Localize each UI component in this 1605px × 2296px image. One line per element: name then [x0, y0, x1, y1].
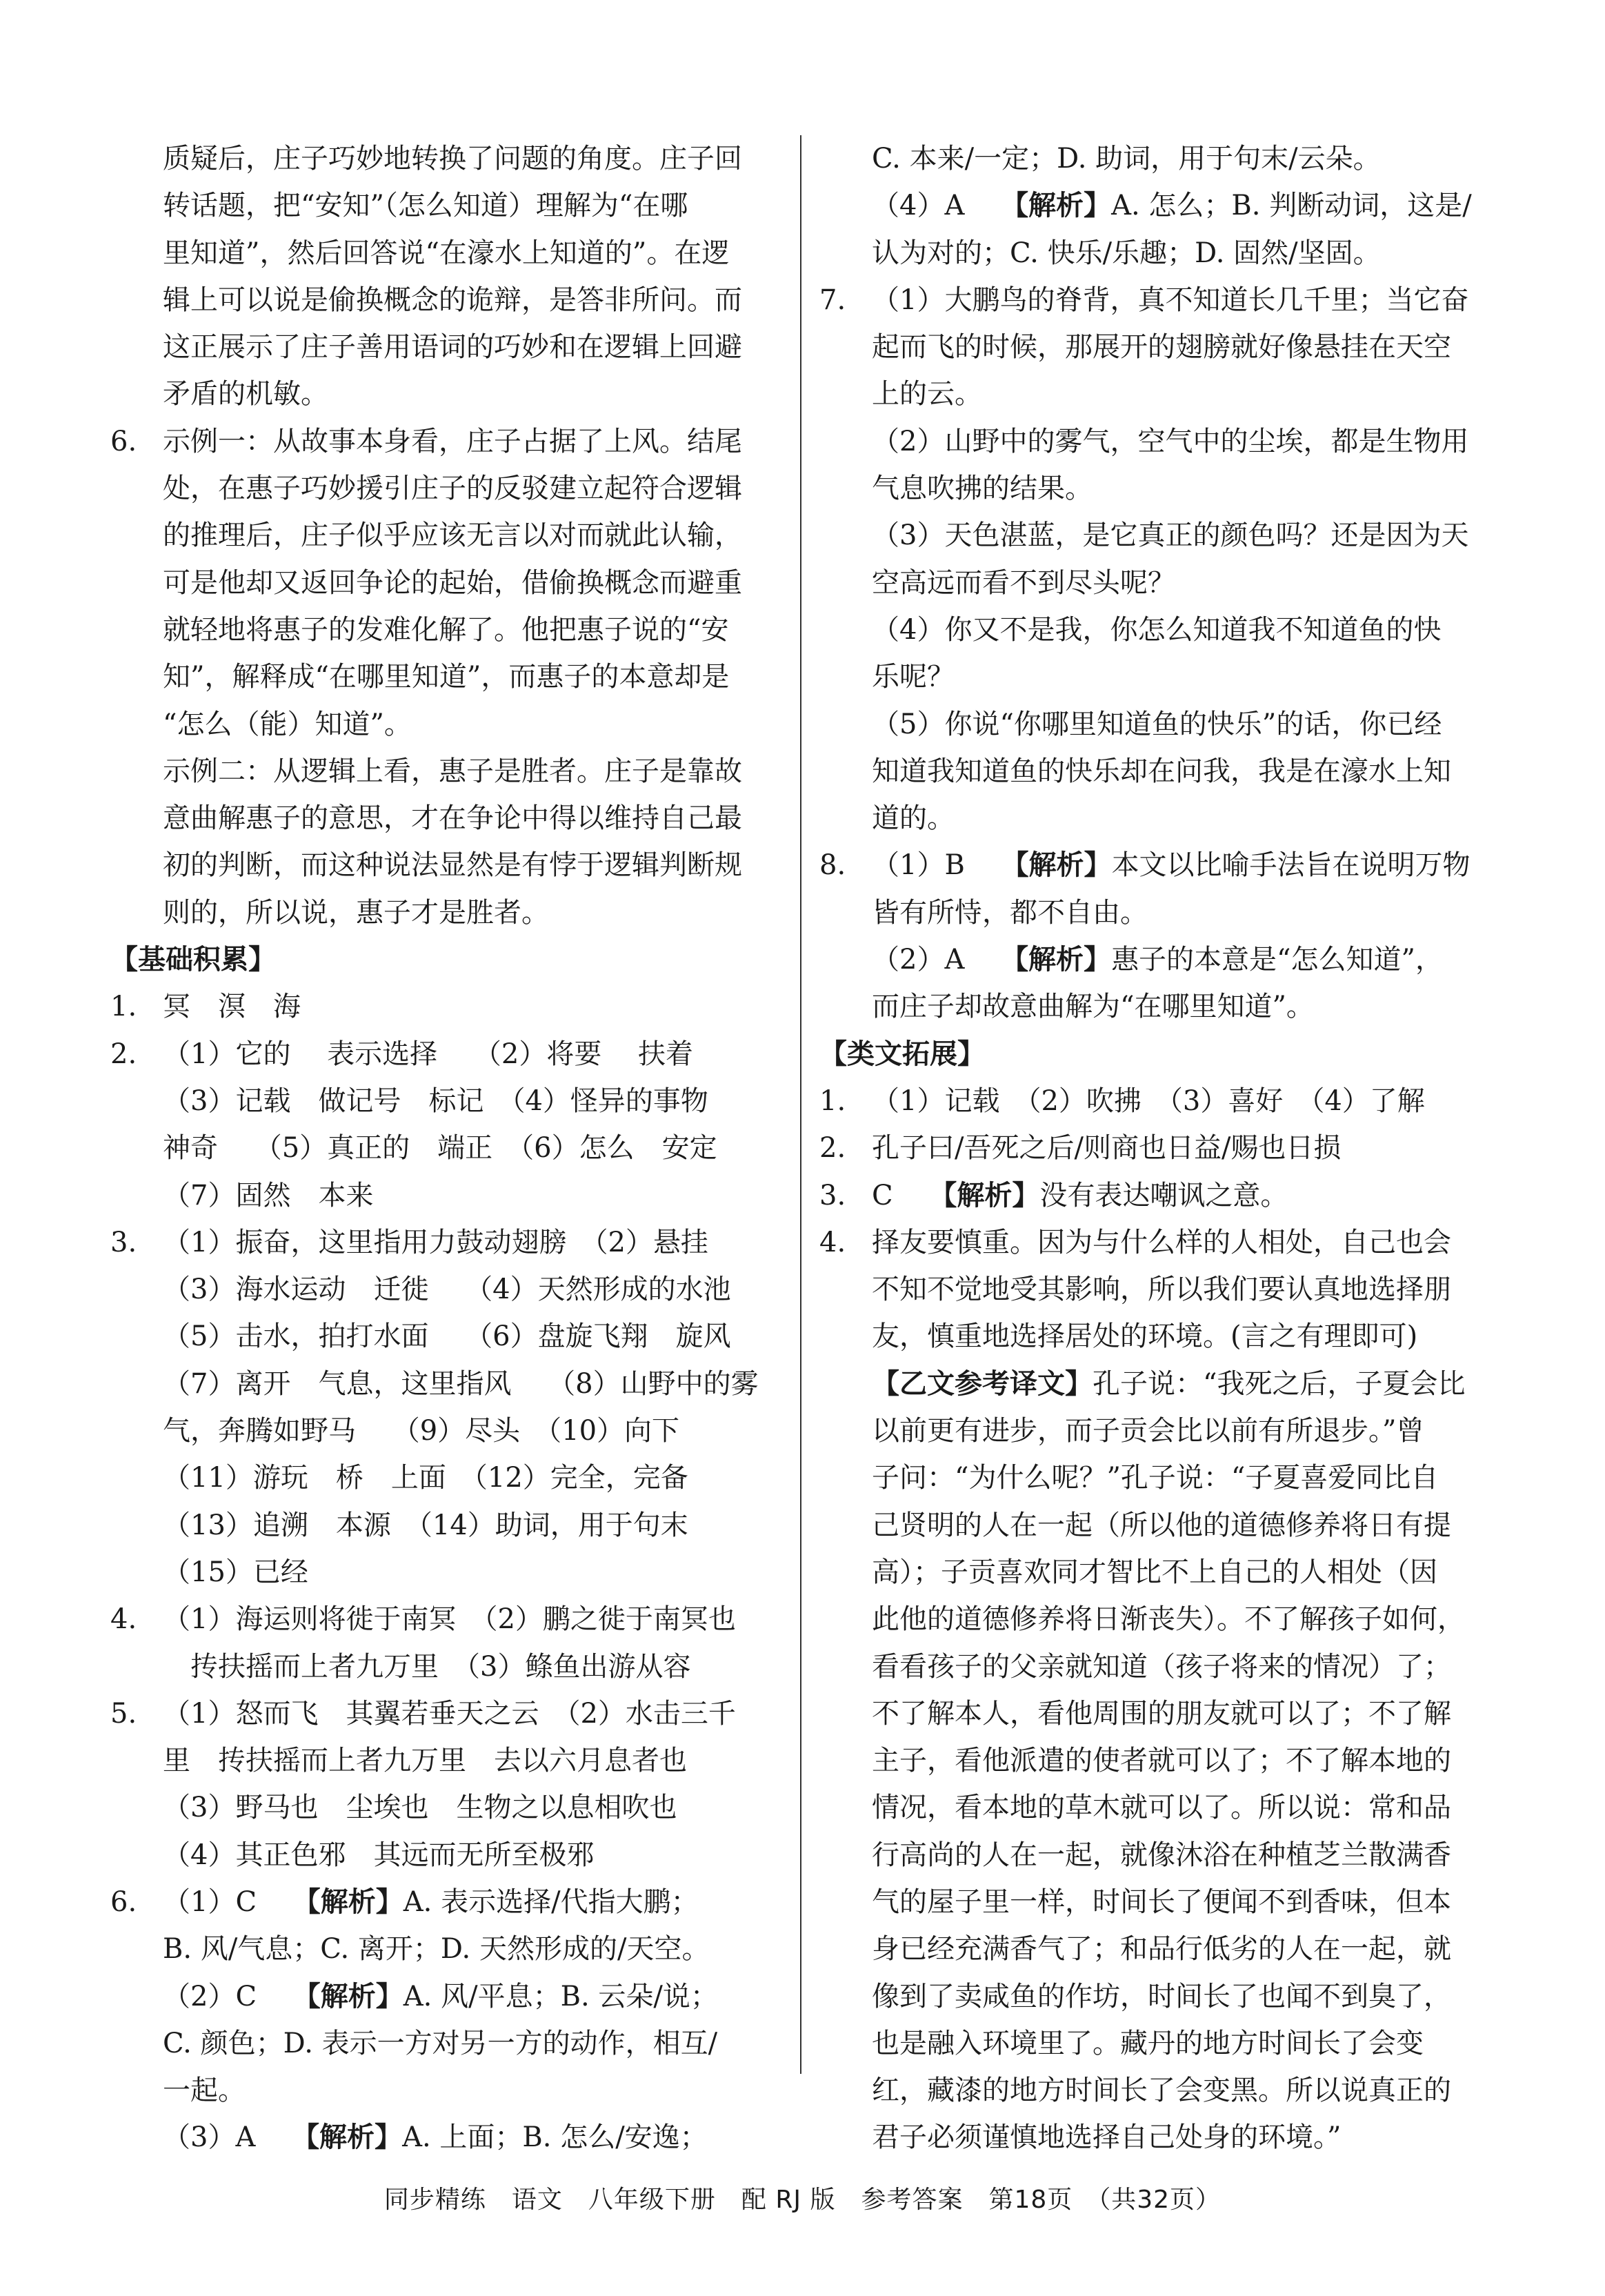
text-line: [110, 1973, 785, 2020]
text-line: 的推理后，庄子似乎应该无言以对而就此认输，: [163, 519, 742, 552]
item-number: 3.: [819, 1179, 846, 1211]
column-divider: [800, 135, 801, 2074]
text: （1）振奋，这里指用力鼓动翅膀 （2）悬挂: [163, 1226, 708, 1258]
text-line: 质疑后，庄子巧妙地转换了问题的角度。庄子回: [163, 143, 742, 175]
section-heading-jichu: 【基础积累】: [110, 944, 276, 976]
text-line: 这正展示了庄子善用语词的巧妙和在逻辑上回避: [163, 331, 742, 364]
text: A. 表示选择/代指大鹏；: [403, 1886, 699, 1918]
text: （1）B: [872, 849, 1001, 882]
text-line: 也是融入环境里了。藏丹的地方时间长了会变: [872, 2027, 1424, 2059]
text-line: 初的判断，而这种说法显然是有悖于逻辑判断规: [163, 849, 742, 882]
analysis-tag: 【解析】: [1001, 849, 1112, 882]
analysis-tag: 【解析】: [1001, 944, 1112, 976]
text-line: （3）海水运动 迁徙 （4）天然形成的水池: [163, 1274, 731, 1306]
analysis-tag: 【解析】: [929, 1179, 1040, 1211]
text-line: 则的，所以说，惠子才是胜者。: [163, 896, 549, 929]
text: （2）A: [872, 944, 1001, 976]
text-line: 里 抟扶摇而上者九万里 去以六月息者也: [163, 1745, 687, 1777]
text-line: 一起。: [163, 2075, 246, 2107]
answer-item-6-choice: [110, 1879, 785, 1926]
text-line: 己贤明的人在一起（所以他的道德修养将日有提: [872, 1509, 1451, 1541]
item-number: 1.: [110, 991, 137, 1023]
answer-item-7: [819, 277, 1519, 324]
text: （1）C: [163, 1886, 293, 1918]
text-line: 道的。: [872, 802, 955, 835]
item-number: 7.: [819, 284, 846, 316]
text: （2）C: [163, 1980, 293, 2012]
text-line: 里知道”，然后回答说“在濠水上知道的”。在逻: [163, 237, 730, 269]
text-line: 以前更有进步，而子贡会比以前有所退步。”曾: [872, 1415, 1424, 1447]
text-line: 辑上可以说是偷换概念的诡辩，是答非所问。而: [163, 284, 742, 316]
text-line: （4）其正色邪 其远而无所至极邪: [163, 1839, 595, 1871]
text-line: 起而飞的时候，那展开的翅膀就好像悬挂在天空: [872, 331, 1451, 364]
answer-item-6: [110, 418, 785, 465]
text-line: 看看孩子的父亲就知道（孩子将来的情况）了；: [872, 1650, 1451, 1683]
text: C: [872, 1179, 930, 1211]
text-line: （13）追溯 本源 （14）助词，用于句末: [163, 1509, 688, 1541]
answer-item-1: [819, 1078, 1519, 1125]
item-number: 4.: [819, 1226, 846, 1258]
text-line: 主子，看他派遣的使者就可以了；不了解本地的: [872, 1745, 1451, 1777]
item-number: 8.: [819, 849, 846, 882]
analysis-tag: 【解析】: [292, 2121, 403, 2154]
answer-item-4: [819, 1219, 1519, 1266]
text-line: C. 本来/一定；D. 助词，用于句末/云朵。: [872, 143, 1381, 175]
item-number: 4.: [110, 1603, 137, 1636]
text: 本文以比喻手法旨在说明万物: [1111, 849, 1471, 882]
text: （1）怒而飞 其翼若垂天之云 （2）水击三千: [163, 1697, 736, 1730]
text-line: （5）击水，拍打水面 （6）盘旋飞翔 旋风: [163, 1320, 731, 1353]
text-line: 空高远而看不到尽头呢？: [872, 566, 1175, 599]
text: 示例一：从故事本身看，庄子占据了上风。结尾: [163, 425, 742, 457]
text-line: （7）固然 本来: [163, 1179, 374, 1211]
text: 择友要慎重。因为与什么样的人相处，自己也会: [872, 1226, 1451, 1258]
text-line: （4）你又不是我，你怎么知道我不知道鱼的快: [872, 613, 1442, 646]
text-line: 高）；子贡喜欢同才智比不上自己的人相处（因: [872, 1556, 1437, 1588]
answer-item-4: [110, 1596, 785, 1643]
analysis-tag: 【解析】: [292, 1886, 403, 1918]
text-line: [110, 2114, 785, 2161]
text-line: 而庄子却故意曲解为“在哪里知道”。: [872, 991, 1314, 1023]
text-line: （3）野马也 尘埃也 生物之以息相吹也: [163, 1792, 677, 1824]
text-line: 可是他却又返回争论的起始，借偷换概念而避重: [163, 566, 742, 599]
page-footer: 同步精练 语文 八年级下册 配 RJ 版 参考答案 第18页 （共32页）: [383, 2186, 1222, 2214]
text: （1）海运则将徙于南冥 （2）鹏之徙于南冥也: [163, 1603, 736, 1636]
text-line: C. 颜色；D. 表示一方对另一方的动作，相互/: [163, 2027, 718, 2059]
text: A. 上面；B. 怎么/安逸；: [402, 2121, 708, 2154]
item-number: 3.: [110, 1226, 137, 1258]
text-line: 意曲解惠子的意思，才在争论中得以维持自己最: [163, 802, 742, 835]
text-line: 转话题，把“安知”（怎么知道）理解为“在哪: [163, 190, 688, 222]
text-line: 不知不觉地受其影响，所以我们要认真地选择朋: [872, 1274, 1451, 1306]
item-number: 2.: [110, 1038, 137, 1070]
text-line: 认为对的；C. 快乐/乐趣；D. 固然/坚固。: [872, 237, 1381, 269]
text-line: 君子必须谨慎地选择自己处身的环境。”: [872, 2121, 1342, 2154]
text: （3）A: [163, 2121, 292, 2154]
text-line: （7）离开 气息，这里指风 （8）山野中的雾: [163, 1367, 759, 1400]
text: （1）它的 表示选择 （2）将要 扶着: [163, 1038, 694, 1070]
text-line: 矛盾的机敏。: [163, 378, 328, 410]
text-line: （2）山野中的雾气，空气中的尘埃，都是生物用: [872, 425, 1469, 457]
text-line: 气，奔腾如野马 （9）尽头 （10）向下: [163, 1415, 680, 1447]
text-line: 此他的道德修养将日渐丧失）。不了解孩子如何，: [872, 1603, 1465, 1636]
text-line: 气息吹拂的结果。: [872, 473, 1093, 505]
left-column: [110, 135, 785, 2161]
text-line: （5）你说“你哪里知道鱼的快乐”的话，你已经: [872, 708, 1442, 740]
text-line: “怎么（能）知道”。: [163, 708, 412, 740]
answer-item-5: [110, 1690, 785, 1737]
answer-item-2: [819, 1125, 1519, 1171]
text-line: 知”，解释成“在哪里知道”，而惠子的本意却是: [163, 661, 730, 693]
text: 没有表达嘲讽之意。: [1039, 1179, 1288, 1211]
item-number: 6.: [110, 425, 137, 457]
item-number: 6.: [110, 1886, 137, 1918]
text-line: 情况，看本地的草木就可以了。所以说：常和品: [872, 1792, 1451, 1824]
analysis-tag: 【解析】: [292, 1980, 403, 2012]
text-line: [819, 936, 1519, 983]
answer-item-1: [110, 983, 785, 1030]
text-line: （3）记载 做记号 标记 （4）怪异的事物: [163, 1085, 708, 1117]
text-line: 友，慎重地选择居处的环境。(言之有理即可): [872, 1320, 1418, 1353]
right-column: [819, 135, 1519, 2161]
translation-tag: 【乙文参考译文】: [872, 1367, 1093, 1400]
text-line: 子问：“为什么呢？”孔子说：“子夏喜爱同比自: [872, 1462, 1439, 1494]
text-line: 神奇 （5）真正的 端正 （6）怎么 安定: [163, 1132, 717, 1165]
answer-item-3: [819, 1172, 1519, 1219]
answer-item-2: [110, 1031, 785, 1078]
text-line: [819, 182, 1519, 229]
text-line: （15）已经: [163, 1556, 308, 1588]
text: A. 怎么；B. 判断动词，这是/: [1111, 190, 1472, 222]
item-number: 1.: [819, 1085, 846, 1117]
text: 惠子的本意是“怎么知道”，: [1111, 944, 1443, 976]
text-line: 知道我知道鱼的快乐却在问我，我是在濠水上知: [872, 755, 1451, 787]
text: （1）记载 （2）吹拂 （3）喜好 （4）了解: [872, 1085, 1425, 1117]
text-line: 上的云。: [872, 378, 982, 410]
text: （1）大鹏鸟的脊背，真不知道长几千里；当它奋: [872, 284, 1469, 316]
text-line: 气的屋子里一样，时间长了便闻不到香味，但本: [872, 1886, 1451, 1918]
text: 冥 溟 海: [163, 991, 301, 1023]
text-line: 皆有所恃，都不自由。: [872, 896, 1148, 929]
text-line: （11）游玩 桥 上面 （12）完全，完备: [163, 1462, 688, 1494]
text-line: 处，在惠子巧妙援引庄子的反驳建立起符合逻辑: [163, 473, 742, 505]
text: A. 风/平息；B. 云朵/说；: [403, 1980, 718, 2012]
answer-item-8: [819, 842, 1519, 889]
text-line: 抟扶摇而上者九万里 （3）鲦鱼出游从容: [163, 1650, 691, 1683]
translation-start: [819, 1360, 1519, 1407]
text-line: 像到了卖咸鱼的作坊，时间长了也闻不到臭了，: [872, 1980, 1451, 2012]
text-line: 行高尚的人在一起，就像沐浴在种植芝兰散满香: [872, 1839, 1451, 1871]
section-heading-leiwen: 【类文拓展】: [819, 1038, 985, 1070]
text-line: （3）天色湛蓝，是它真正的颜色吗？还是因为天: [872, 519, 1469, 552]
text-line: B. 风/气息；C. 离开；D. 天然形成的/天空。: [163, 1933, 710, 1966]
text: （4）A: [872, 190, 1001, 222]
text-line: 身已经充满香气了；和品行低劣的人在一起，就: [872, 1933, 1451, 1966]
text-line: 就轻地将惠子的发难化解了。他把惠子说的“安: [163, 613, 729, 646]
text: 孔子说：“我死之后，子夏会比: [1093, 1367, 1466, 1400]
answer-item-3: [110, 1219, 785, 1266]
text-line: 示例二：从逻辑上看，惠子是胜者。庄子是靠故: [163, 755, 742, 787]
text: 孔子曰/吾死之后/则商也日益/赐也日损: [872, 1132, 1342, 1165]
analysis-tag: 【解析】: [1001, 190, 1112, 222]
item-number: 5.: [110, 1697, 137, 1730]
text-line: 红，藏漆的地方时间长了会变黑。所以说真正的: [872, 2075, 1451, 2107]
item-number: 2.: [819, 1132, 846, 1165]
text-line: 不了解本人，看他周围的朋友就可以了；不了解: [872, 1697, 1451, 1730]
text-line: 乐呢？: [872, 661, 955, 693]
